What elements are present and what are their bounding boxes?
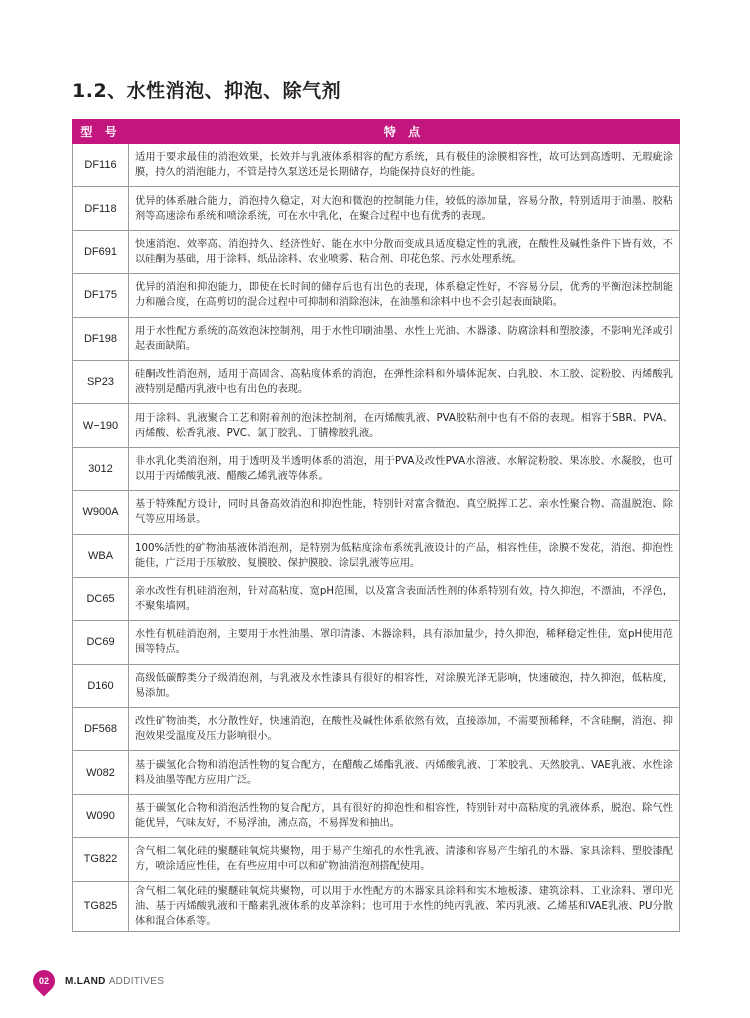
feature-cell: 含气相二氧化硅的聚醚硅氧烷共聚物，用于易产生缩孔的水性乳液、清漆和容易产生缩孔的木器、家具涂料、塑胶漆配方，喷涂适应性佳，在有些应用中可以和矿物油消泡剂搭配使用。	[129, 838, 680, 881]
feature-cell: 亲水改性有机硅消泡剂，针对高粘度、宽pH范围，以及富含表面活性剂的体系特别有效，持久抑泡，不漂油，不浮色，不聚集墙网。	[129, 577, 680, 620]
model-cell: W090	[73, 794, 129, 837]
model-cell: W082	[73, 751, 129, 794]
feature-cell: 优异的消泡和抑泡能力，即使在长时间的储存后也有出色的表现，体系稳定性好，不容易分层，优秀的平衡泡沫控制能力和融合度，在高剪切的混合过程中可抑制和消除泡沫，在油墨和涂料中也不会引起表面缺陷。	[129, 274, 680, 317]
table-row	[73, 187, 680, 230]
brand-subtitle: ADDITIVES	[108, 975, 165, 987]
model-cell: TG822	[73, 838, 129, 881]
table-row	[73, 621, 680, 664]
feature-cell: 用于涂料、乳液聚合工艺和附着剂的泡沫控制剂，在丙烯酸乳液、PVA胶粘剂中也有不俗的表现。相容于SBR、PVA、丙烯酸、松香乳液、PVC、氯丁胶乳、丁腈橡胶乳液。	[129, 404, 680, 447]
model-cell: TG825	[73, 881, 129, 931]
header-model: 型 号	[73, 120, 129, 144]
table-row	[73, 491, 680, 534]
feature-cell: 高级低碳醇类分子级消泡剂，与乳液及水性漆具有很好的相容性，对涂膜光泽无影响，快速破泡，持久抑泡，低粘度，易添加。	[129, 664, 680, 707]
feature-cell: 基于碳氢化合物和消泡活性物的复合配方，在醋酸乙烯酯乳液、丙烯酸乳液、丁苯胶乳、天然胶乳、VAE乳液、水性涂料及油墨等配方应用广泛。	[129, 751, 680, 794]
model-cell: DF691	[73, 230, 129, 273]
table-row	[73, 664, 680, 707]
feature-cell: 硅酮改性消泡剂，适用于高固含、高粘度体系的消泡，在弹性涂料和外墙体泥灰、白乳胶、木工胶、淀粉胶、丙烯酸乳液特别是醋丙乳液中也有出色的表现。	[129, 360, 680, 403]
table-row	[73, 534, 680, 577]
model-cell: DC69	[73, 621, 129, 664]
feature-cell: 含气相二氧化硅的聚醚硅氧烷共聚物，可以用于水性配方的木器家具涂料和实木地板漆、建筑涂料、工业涂料、罩印光油、基于丙烯酸乳液和干酪素乳液体系的皮革涂料；也可用于水性的纯丙乳液、苯丙乳液、乙烯基和VAE乳液、PU分散体和混合体系等。	[129, 881, 680, 931]
model-cell: DF198	[73, 317, 129, 360]
page-footer	[33, 966, 164, 996]
brand-name: M.LAND	[65, 975, 106, 987]
table-row	[73, 751, 680, 794]
model-cell: W−190	[73, 404, 129, 447]
model-cell: DF116	[73, 144, 129, 187]
table-row	[73, 144, 680, 187]
model-cell: DF175	[73, 274, 129, 317]
feature-cell: 快速消泡、效率高、消泡持久、经济性好、能在水中分散而变成具适度稳定性的乳液，在酸性及碱性条件下皆有效，不以硅酮为基础，用于涂料、纸品涂料、农业喷雾、粘合剂、印花色浆、污水处理系统。	[129, 230, 680, 273]
feature-cell: 适用于要求最佳的消泡效果，长效并与乳液体系相容的配方系统，具有极佳的涂膜相容性，故可达到高透明、无瑕疵涂膜，持久的消泡能力，不管是持久泵送还是长期储存，均能保持良好的性能。	[129, 144, 680, 187]
table-header-row	[73, 120, 680, 144]
feature-cell: 基于特殊配方设计，同时具备高效消泡和抑泡性能，特别针对富含微泡、真空脱挥工艺、亲水性聚合物、高温脱泡、除气等应用场景。	[129, 491, 680, 534]
table-row	[73, 230, 680, 273]
model-cell: WBA	[73, 534, 129, 577]
table-row	[73, 838, 680, 881]
model-cell: 3012	[73, 447, 129, 490]
feature-cell: 水性有机硅消泡剂，主要用于水性油墨、罩印清漆、木器涂料，具有添加量少，持久抑泡，稀释稳定性佳，宽pH使用范围等特点。	[129, 621, 680, 664]
model-cell: W900A	[73, 491, 129, 534]
product-table	[72, 119, 680, 932]
table-row	[73, 404, 680, 447]
feature-cell: 优异的体系融合能力，消泡持久稳定，对大泡和微泡的控制能力佳，较低的添加量，容易分散，特别适用于油墨、胶粘剂等高速涂布系统和喷涂系统，可在水中乳化，在聚合过程中也有优秀的表现。	[129, 187, 680, 230]
feature-cell: 基于碳氢化合物和消泡活性物的复合配方，具有很好的抑泡性和相容性，特别针对中高粘度的乳液体系，脱泡、除气性能优异，气味友好，不易浮油，沸点高，不易挥发和抽出。	[129, 794, 680, 837]
model-cell: DF118	[73, 187, 129, 230]
table-row	[73, 881, 680, 931]
feature-cell: 非水乳化类消泡剂，用于透明及半透明体系的消泡，用于PVA及改性PVA水溶液、水解淀粉胶、果冻胶、水凝胶，也可以用于丙烯酸乳液、醋酸乙烯乳液等体系。	[129, 447, 680, 490]
feature-cell: 100%活性的矿物油基液体消泡剂，是特别为低粘度涂布系统乳液设计的产品，相容性佳，涂膜不发花，消泡、抑泡性能佳，广泛用于压敏胶、复膜胶、保护膜胶、涂层乳液等应用。	[129, 534, 680, 577]
model-cell: SP23	[73, 360, 129, 403]
page-number: 02	[38, 976, 50, 987]
model-cell: DF568	[73, 708, 129, 751]
table-row	[73, 794, 680, 837]
page-number-drop-icon	[28, 965, 59, 996]
table-row	[73, 447, 680, 490]
table-row	[73, 274, 680, 317]
feature-cell: 改性矿物油类，水分散性好，快速消泡，在酸性及碱性体系依然有效，直接添加，不需要预稀释，不含硅酮，消泡、抑泡效果受温度及压力影响很小。	[129, 708, 680, 751]
table-row	[73, 577, 680, 620]
model-cell: D160	[73, 664, 129, 707]
page-title: 1.2、水性消泡、抑泡、除气剂	[72, 80, 342, 102]
feature-cell: 用于水性配方系统的高效泡沫控制剂，用于水性印刷油墨、水性上光油、木器漆、防腐涂料和塑胶漆，不影响光泽或引起表面缺陷。	[129, 317, 680, 360]
header-features: 特 点	[129, 120, 680, 144]
table-row	[73, 317, 680, 360]
table-row	[73, 360, 680, 403]
model-cell: DC65	[73, 577, 129, 620]
table-row	[73, 708, 680, 751]
